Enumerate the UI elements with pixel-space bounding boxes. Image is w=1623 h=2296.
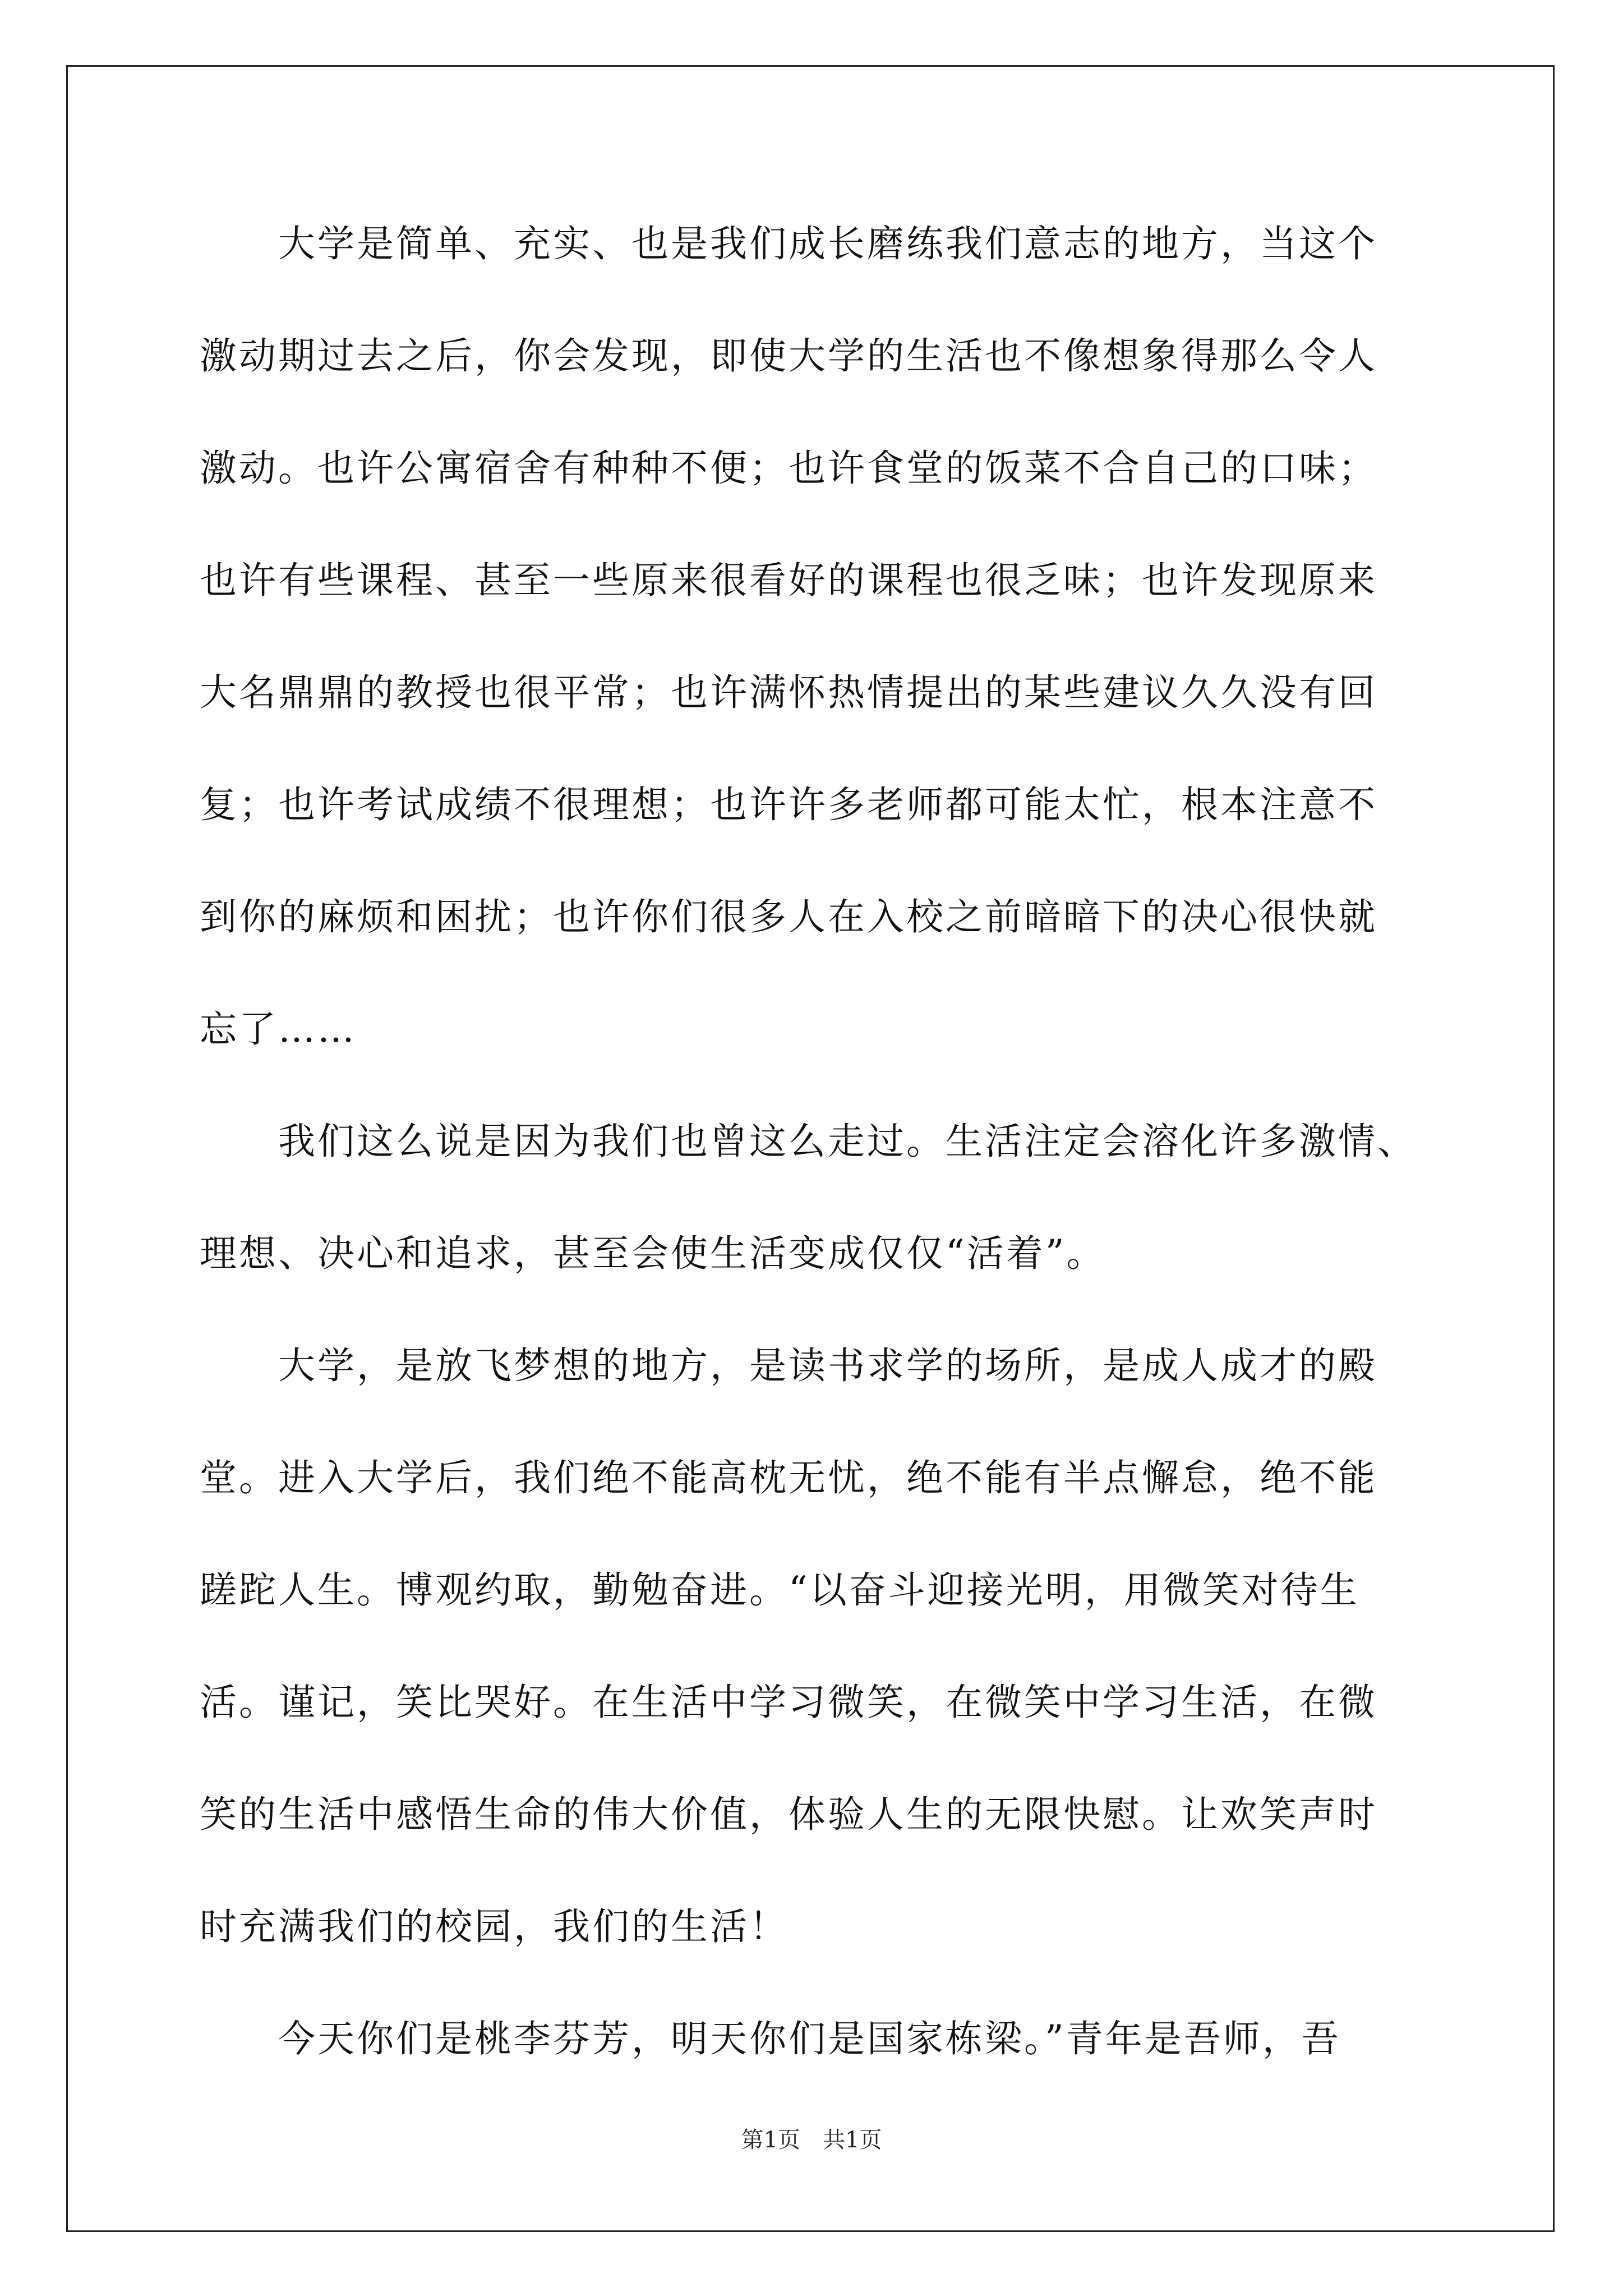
text-line: 激动。也许公寓宿舍有种种不便；也许食堂的饭菜不合自己的口味； xyxy=(200,447,1377,490)
text-line: 忘了…… xyxy=(200,1007,357,1051)
text-line: 笑的生活中感悟生命的伟大价值，体验人生的无限快慰。让欢笑声时 xyxy=(200,1793,1377,1836)
text-line: 我们这么说是因为我们也曾这么走过。生活注定会溶化许多激情、 xyxy=(200,1120,1417,1163)
text-line: 理想、决心和追求，甚至会使生活变成仅仅“活着”。 xyxy=(200,1232,1106,1275)
text-line: 时充满我们的校园，我们的生活！ xyxy=(200,1905,789,1948)
text-line: 复；也许考试成绩不很理想；也许许多老师都可能太忙，根本注意不 xyxy=(200,783,1377,826)
text-line: 今天你们是桃李芬芳，明天你们是国家栋梁。”青年是吾师，吾 xyxy=(200,2017,1341,2060)
text-line: 激动期过去之后，你会发现，即使大学的生活也不像想象得那么令人 xyxy=(200,334,1377,378)
text-line: 活。谨记，笑比哭好。在生活中学习微笑，在微笑中学习生活，在微 xyxy=(200,1681,1377,1724)
text-line: 大名鼎鼎的教授也很平常；也许满怀热情提出的某些建议久久没有回 xyxy=(200,671,1377,714)
text-line: 蹉跎人生。博观约取，勤勉奋进。“以奋斗迎接光明，用微笑对待生 xyxy=(200,1568,1359,1612)
text-line: 大学，是放飞梦想的地方，是读书求学的场所，是成人成才的殿 xyxy=(200,1344,1377,1387)
page-number-footer: 第1页 共1页 xyxy=(741,2127,882,2153)
text-line: 也许有些课程、甚至一些原来很看好的课程也很乏味；也许发现原来 xyxy=(200,559,1377,602)
text-line: 到你的麻烦和困扰；也许你们很多人在入校之前暗暗下的决心很快就 xyxy=(200,895,1377,938)
text-line: 大学是简单、充实、也是我们成长磨练我们意志的地方，当这个 xyxy=(200,222,1377,265)
text-line: 堂。进入大学后，我们绝不能高枕无忧，绝不能有半点懈怠，绝不能 xyxy=(200,1456,1377,1499)
